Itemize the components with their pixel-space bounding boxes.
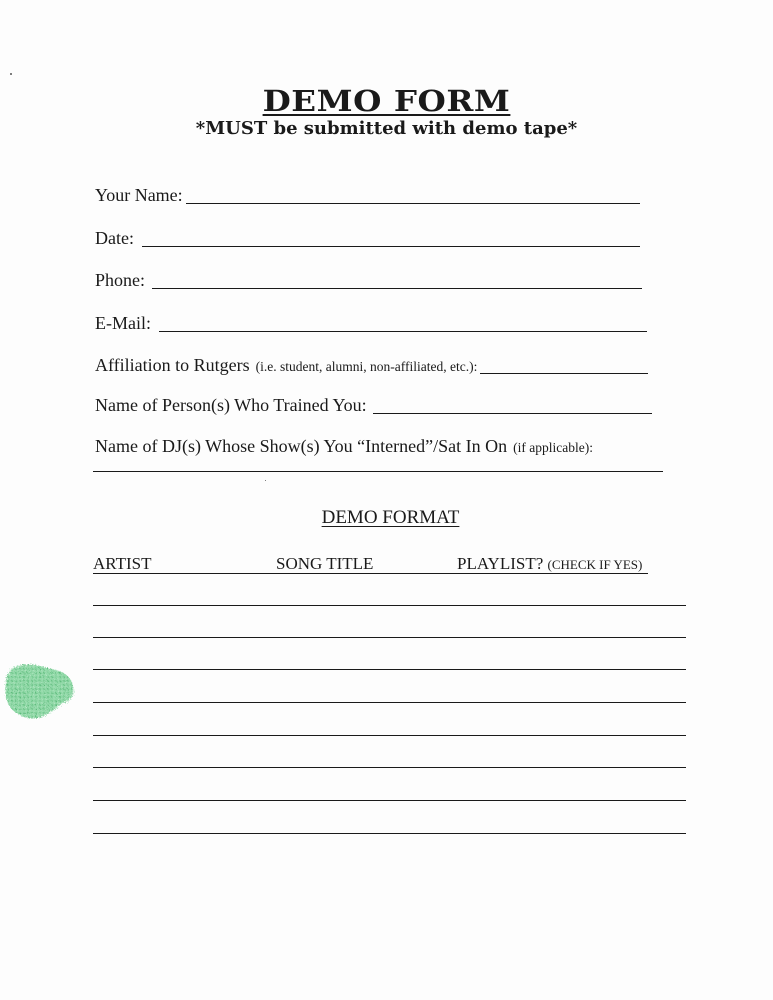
playlist-column-header — [457, 554, 642, 574]
name-blank-line[interactable] — [186, 202, 640, 204]
demo-row-line[interactable] — [93, 767, 686, 768]
email-blank-line[interactable] — [159, 330, 647, 332]
green-ink-stamp — [3, 660, 77, 722]
dj-label: Name of DJ(s) Whose Show(s) You “Interned”/Sat In On — [95, 436, 508, 456]
affiliation-blank-line[interactable] — [480, 372, 648, 374]
trainer-blank-line[interactable] — [373, 412, 652, 414]
form-subtitle: *MUST be submitted with demo tape* — [195, 118, 578, 139]
affiliation-field[interactable] — [95, 355, 648, 376]
date-label: Date: — [95, 228, 134, 248]
email-field[interactable] — [95, 313, 647, 334]
phone-label: Phone: — [95, 270, 146, 290]
date-field[interactable] — [95, 228, 640, 249]
song-title-column-header: SONG TITLE — [276, 554, 374, 573]
demo-format-title: DEMO FORMAT — [321, 507, 460, 528]
phone-blank-line[interactable] — [152, 287, 642, 289]
dj-field — [95, 436, 670, 457]
trainer-field[interactable] — [95, 395, 652, 416]
column-header-underline — [93, 573, 648, 574]
dj-hint: (if applicable): — [513, 440, 593, 455]
playlist-hint: (CHECK IF YES) — [547, 557, 643, 572]
demo-row-line[interactable] — [93, 833, 686, 834]
phone-field[interactable] — [95, 270, 642, 291]
date-blank-line[interactable] — [142, 245, 640, 247]
name-field[interactable] — [95, 185, 640, 206]
demo-row-line[interactable] — [93, 637, 686, 638]
trainer-label: Name of Person(s) Who Trained You: — [95, 395, 367, 415]
email-label: E-Mail: — [95, 313, 151, 333]
demo-row-line[interactable] — [93, 800, 686, 801]
artist-column-header: ARTIST — [93, 554, 152, 573]
affiliation-label: Affiliation to Rutgers — [95, 355, 250, 375]
name-label: Your Name: — [95, 185, 183, 205]
form-title: DEMO FORM — [262, 84, 511, 118]
demo-row-line[interactable] — [93, 605, 686, 606]
demo-row-line[interactable] — [93, 702, 686, 703]
demo-row-line[interactable] — [93, 669, 686, 670]
scan-speck — [10, 73, 12, 75]
dj-blank-line[interactable] — [93, 471, 663, 472]
affiliation-hint: (i.e. student, alumni, non-affiliated, etc.): — [255, 359, 478, 374]
playlist-label: PLAYLIST? — [457, 554, 544, 573]
demo-row-line[interactable] — [93, 735, 686, 736]
scan-speck — [265, 480, 266, 481]
